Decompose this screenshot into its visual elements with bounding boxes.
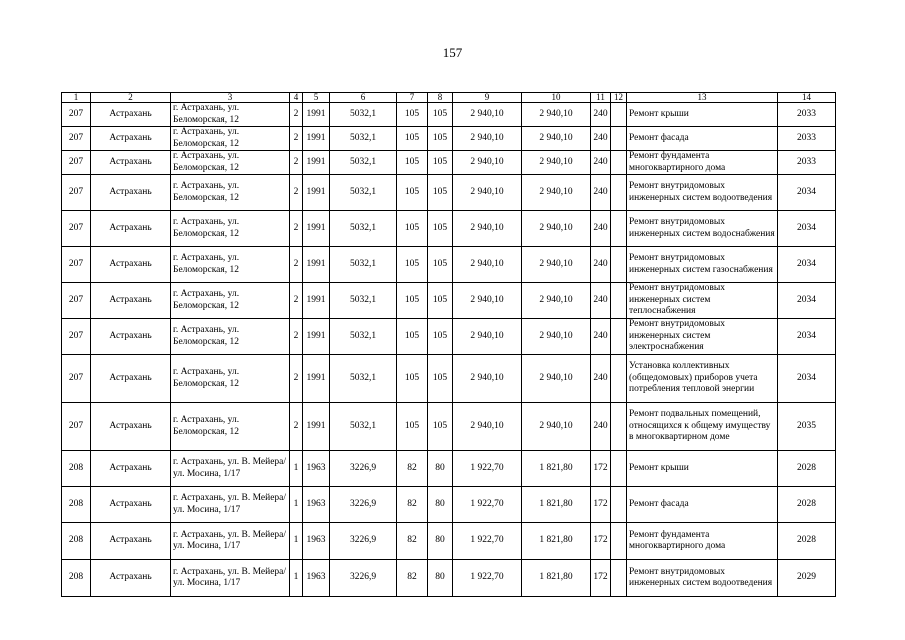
table-row xyxy=(62,247,836,283)
amount-cell: 2 940,10 xyxy=(522,175,591,211)
amount-cell: 2 940,10 xyxy=(453,127,522,151)
capital-repair-table xyxy=(61,92,836,597)
municipality-cell: Астрахань xyxy=(91,127,171,151)
work-type-cell: Ремонт внутридомовых инженерных систем теплоснабжения xyxy=(627,283,778,319)
empty-cell xyxy=(611,127,627,151)
empty-cell xyxy=(611,283,627,319)
amount-cell: 2 940,10 xyxy=(522,127,591,151)
count-cell: 240 xyxy=(591,127,611,151)
amount-cell: 2 940,10 xyxy=(522,151,591,175)
address-cell: г. Астрахань, ул. Беломорская, 12 xyxy=(171,355,290,403)
year-cell: 1991 xyxy=(303,103,330,127)
floors-cell: 2 xyxy=(290,319,303,355)
planned-year-cell: 2028 xyxy=(778,487,836,523)
column-header: 12 xyxy=(611,93,627,103)
value-cell: 105 xyxy=(397,175,428,211)
work-type-cell: Ремонт фасада xyxy=(627,487,778,523)
amount-cell: 2 940,10 xyxy=(522,103,591,127)
work-type-cell: Ремонт подвальных помещений, относящихся к общему имуществу в многоквартирном доме xyxy=(627,403,778,451)
column-header: 13 xyxy=(627,93,778,103)
floors-cell: 1 xyxy=(290,560,303,597)
count-cell: 172 xyxy=(591,560,611,597)
floors-cell: 2 xyxy=(290,127,303,151)
object-number-cell: 207 xyxy=(62,127,91,151)
planned-year-cell: 2034 xyxy=(778,319,836,355)
year-cell: 1991 xyxy=(303,151,330,175)
value-cell: 105 xyxy=(428,127,453,151)
count-cell: 240 xyxy=(591,403,611,451)
count-cell: 240 xyxy=(591,247,611,283)
object-number-cell: 208 xyxy=(62,560,91,597)
table-row xyxy=(62,560,836,597)
value-cell: 80 xyxy=(428,487,453,523)
address-cell: г. Астрахань, ул. Беломорская, 12 xyxy=(171,103,290,127)
value-cell: 105 xyxy=(428,211,453,247)
value-cell: 105 xyxy=(428,151,453,175)
year-cell: 1991 xyxy=(303,175,330,211)
area-cell: 5032,1 xyxy=(330,319,397,355)
planned-year-cell: 2034 xyxy=(778,247,836,283)
planned-year-cell: 2034 xyxy=(778,355,836,403)
amount-cell: 2 940,10 xyxy=(522,355,591,403)
year-cell: 1963 xyxy=(303,560,330,597)
work-type-cell: Ремонт крыши xyxy=(627,103,778,127)
value-cell: 105 xyxy=(428,103,453,127)
work-type-cell: Ремонт фундамента многоквартирного дома xyxy=(627,523,778,560)
page-number: 157 xyxy=(442,45,463,60)
planned-year-cell: 2035 xyxy=(778,403,836,451)
floors-cell: 1 xyxy=(290,523,303,560)
value-cell: 105 xyxy=(397,403,428,451)
work-type-cell: Ремонт фундамента многоквартирного дома xyxy=(627,151,778,175)
value-cell: 105 xyxy=(397,247,428,283)
count-cell: 172 xyxy=(591,523,611,560)
year-cell: 1963 xyxy=(303,487,330,523)
municipality-cell: Астрахань xyxy=(91,151,171,175)
amount-cell: 2 940,10 xyxy=(522,403,591,451)
amount-cell: 1 821,80 xyxy=(522,523,591,560)
floors-cell: 2 xyxy=(290,247,303,283)
municipality-cell: Астрахань xyxy=(91,103,171,127)
work-type-cell: Установка коллективных (общедомовых) приборов учета потребления тепловой энергии xyxy=(627,355,778,403)
floors-cell: 2 xyxy=(290,151,303,175)
floors-cell: 2 xyxy=(290,211,303,247)
amount-cell: 2 940,10 xyxy=(453,319,522,355)
floors-cell: 2 xyxy=(290,175,303,211)
work-type-cell: Ремонт внутридомовых инженерных систем газоснабжения xyxy=(627,247,778,283)
amount-cell: 2 940,10 xyxy=(453,103,522,127)
address-cell: г. Астрахань, ул. В. Мейера/ ул. Мосина, 1/17 xyxy=(171,523,290,560)
amount-cell: 1 922,70 xyxy=(453,487,522,523)
amount-cell: 2 940,10 xyxy=(453,151,522,175)
object-number-cell: 207 xyxy=(62,175,91,211)
amount-cell: 1 821,80 xyxy=(522,487,591,523)
amount-cell: 2 940,10 xyxy=(453,403,522,451)
value-cell: 105 xyxy=(397,211,428,247)
amount-cell: 2 940,10 xyxy=(453,175,522,211)
value-cell: 82 xyxy=(397,451,428,487)
column-header: 14 xyxy=(778,93,836,103)
planned-year-cell: 2034 xyxy=(778,175,836,211)
column-header: 2 xyxy=(91,93,171,103)
empty-cell xyxy=(611,151,627,175)
value-cell: 105 xyxy=(397,283,428,319)
area-cell: 3226,9 xyxy=(330,487,397,523)
year-cell: 1963 xyxy=(303,523,330,560)
address-cell: г. Астрахань, ул. В. Мейера/ ул. Мосина, 1/17 xyxy=(171,487,290,523)
area-cell: 5032,1 xyxy=(330,403,397,451)
year-cell: 1991 xyxy=(303,403,330,451)
count-cell: 240 xyxy=(591,319,611,355)
municipality-cell: Астрахань xyxy=(91,451,171,487)
empty-cell xyxy=(611,319,627,355)
address-cell: г. Астрахань, ул. Беломорская, 12 xyxy=(171,211,290,247)
area-cell: 5032,1 xyxy=(330,175,397,211)
object-number-cell: 208 xyxy=(62,451,91,487)
value-cell: 105 xyxy=(397,103,428,127)
year-cell: 1991 xyxy=(303,355,330,403)
work-type-cell: Ремонт внутридомовых инженерных систем электроснабжения xyxy=(627,319,778,355)
area-cell: 5032,1 xyxy=(330,355,397,403)
empty-cell xyxy=(611,355,627,403)
year-cell: 1991 xyxy=(303,247,330,283)
empty-cell xyxy=(611,211,627,247)
municipality-cell: Астрахань xyxy=(91,319,171,355)
planned-year-cell: 2034 xyxy=(778,283,836,319)
year-cell: 1963 xyxy=(303,451,330,487)
municipality-cell: Астрахань xyxy=(91,487,171,523)
count-cell: 240 xyxy=(591,151,611,175)
object-number-cell: 208 xyxy=(62,523,91,560)
address-cell: г. Астрахань, ул. В. Мейера/ ул. Мосина, 1/17 xyxy=(171,560,290,597)
municipality-cell: Астрахань xyxy=(91,355,171,403)
planned-year-cell: 2033 xyxy=(778,127,836,151)
column-header: 3 xyxy=(171,93,290,103)
table-row xyxy=(62,403,836,451)
work-type-cell: Ремонт фасада xyxy=(627,127,778,151)
value-cell: 105 xyxy=(428,403,453,451)
value-cell: 105 xyxy=(428,283,453,319)
amount-cell: 2 940,10 xyxy=(453,211,522,247)
empty-cell xyxy=(611,523,627,560)
value-cell: 80 xyxy=(428,523,453,560)
address-cell: г. Астрахань, ул. Беломорская, 12 xyxy=(171,403,290,451)
value-cell: 82 xyxy=(397,523,428,560)
amount-cell: 1 821,80 xyxy=(522,451,591,487)
value-cell: 105 xyxy=(397,319,428,355)
amount-cell: 1 922,70 xyxy=(453,560,522,597)
table-row xyxy=(62,211,836,247)
work-type-cell: Ремонт внутридомовых инженерных систем водоотведения xyxy=(627,175,778,211)
empty-cell xyxy=(611,560,627,597)
column-header: 4 xyxy=(290,93,303,103)
object-number-cell: 207 xyxy=(62,319,91,355)
area-cell: 3226,9 xyxy=(330,560,397,597)
area-cell: 5032,1 xyxy=(330,211,397,247)
area-cell: 5032,1 xyxy=(330,103,397,127)
count-cell: 240 xyxy=(591,103,611,127)
column-header: 10 xyxy=(522,93,591,103)
object-number-cell: 208 xyxy=(62,487,91,523)
object-number-cell: 207 xyxy=(62,283,91,319)
count-cell: 240 xyxy=(591,283,611,319)
planned-year-cell: 2029 xyxy=(778,560,836,597)
work-type-cell: Ремонт внутридомовых инженерных систем водоснабжения xyxy=(627,211,778,247)
value-cell: 105 xyxy=(397,355,428,403)
amount-cell: 2 940,10 xyxy=(522,211,591,247)
municipality-cell: Астрахань xyxy=(91,560,171,597)
floors-cell: 2 xyxy=(290,355,303,403)
column-header: 7 xyxy=(397,93,428,103)
year-cell: 1991 xyxy=(303,319,330,355)
table-row xyxy=(62,487,836,523)
column-header: 8 xyxy=(428,93,453,103)
object-number-cell: 207 xyxy=(62,211,91,247)
count-cell: 240 xyxy=(591,355,611,403)
count-cell: 172 xyxy=(591,487,611,523)
amount-cell: 2 940,10 xyxy=(453,283,522,319)
municipality-cell: Астрахань xyxy=(91,283,171,319)
table-row xyxy=(62,175,836,211)
count-cell: 240 xyxy=(591,211,611,247)
table-row xyxy=(62,103,836,127)
municipality-cell: Астрахань xyxy=(91,523,171,560)
year-cell: 1991 xyxy=(303,127,330,151)
floors-cell: 1 xyxy=(290,451,303,487)
amount-cell: 1 922,70 xyxy=(453,451,522,487)
address-cell: г. Астрахань, ул. В. Мейера/ ул. Мосина, 1/17 xyxy=(171,451,290,487)
empty-cell xyxy=(611,451,627,487)
municipality-cell: Астрахань xyxy=(91,211,171,247)
column-header: 11 xyxy=(591,93,611,103)
address-cell: г. Астрахань, ул. Беломорская, 12 xyxy=(171,283,290,319)
object-number-cell: 207 xyxy=(62,247,91,283)
municipality-cell: Астрахань xyxy=(91,403,171,451)
area-cell: 5032,1 xyxy=(330,283,397,319)
address-cell: г. Астрахань, ул. Беломорская, 12 xyxy=(171,247,290,283)
floors-cell: 2 xyxy=(290,103,303,127)
value-cell: 105 xyxy=(428,247,453,283)
work-type-cell: Ремонт крыши xyxy=(627,451,778,487)
object-number-cell: 207 xyxy=(62,103,91,127)
table-row xyxy=(62,319,836,355)
empty-cell xyxy=(611,403,627,451)
value-cell: 105 xyxy=(428,319,453,355)
table-row xyxy=(62,151,836,175)
year-cell: 1991 xyxy=(303,211,330,247)
column-header: 1 xyxy=(62,93,91,103)
planned-year-cell: 2028 xyxy=(778,451,836,487)
column-header: 6 xyxy=(330,93,397,103)
column-header: 5 xyxy=(303,93,330,103)
amount-cell: 2 940,10 xyxy=(522,247,591,283)
object-number-cell: 207 xyxy=(62,403,91,451)
area-cell: 5032,1 xyxy=(330,127,397,151)
amount-cell: 1 922,70 xyxy=(453,523,522,560)
empty-cell xyxy=(611,103,627,127)
value-cell: 105 xyxy=(397,127,428,151)
empty-cell xyxy=(611,175,627,211)
empty-cell xyxy=(611,247,627,283)
address-cell: г. Астрахань, ул. Беломорская, 12 xyxy=(171,319,290,355)
amount-cell: 2 940,10 xyxy=(453,355,522,403)
empty-cell xyxy=(611,487,627,523)
amount-cell: 1 821,80 xyxy=(522,560,591,597)
column-number-row xyxy=(62,93,836,103)
table-row xyxy=(62,355,836,403)
planned-year-cell: 2033 xyxy=(778,151,836,175)
address-cell: г. Астрахань, ул. Беломорская, 12 xyxy=(171,151,290,175)
amount-cell: 2 940,10 xyxy=(453,247,522,283)
address-cell: г. Астрахань, ул. Беломорская, 12 xyxy=(171,175,290,211)
table-row xyxy=(62,523,836,560)
value-cell: 80 xyxy=(428,560,453,597)
value-cell: 105 xyxy=(428,355,453,403)
area-cell: 5032,1 xyxy=(330,151,397,175)
column-header: 9 xyxy=(453,93,522,103)
address-cell: г. Астрахань, ул. Беломорская, 12 xyxy=(171,127,290,151)
year-cell: 1991 xyxy=(303,283,330,319)
value-cell: 105 xyxy=(397,151,428,175)
floors-cell: 2 xyxy=(290,283,303,319)
value-cell: 80 xyxy=(428,451,453,487)
planned-year-cell: 2034 xyxy=(778,211,836,247)
area-cell: 5032,1 xyxy=(330,247,397,283)
amount-cell: 2 940,10 xyxy=(522,319,591,355)
value-cell: 82 xyxy=(397,560,428,597)
count-cell: 172 xyxy=(591,451,611,487)
value-cell: 105 xyxy=(428,175,453,211)
area-cell: 3226,9 xyxy=(330,523,397,560)
area-cell: 3226,9 xyxy=(330,451,397,487)
planned-year-cell: 2033 xyxy=(778,103,836,127)
floors-cell: 2 xyxy=(290,403,303,451)
municipality-cell: Астрахань xyxy=(91,175,171,211)
table-body xyxy=(62,103,836,597)
planned-year-cell: 2028 xyxy=(778,523,836,560)
object-number-cell: 207 xyxy=(62,355,91,403)
municipality-cell: Астрахань xyxy=(91,247,171,283)
count-cell: 240 xyxy=(591,175,611,211)
table-row xyxy=(62,283,836,319)
table-row xyxy=(62,127,836,151)
work-type-cell: Ремонт внутридомовых инженерных систем водоотведения xyxy=(627,560,778,597)
value-cell: 82 xyxy=(397,487,428,523)
table-row xyxy=(62,451,836,487)
object-number-cell: 207 xyxy=(62,151,91,175)
floors-cell: 1 xyxy=(290,487,303,523)
amount-cell: 2 940,10 xyxy=(522,283,591,319)
